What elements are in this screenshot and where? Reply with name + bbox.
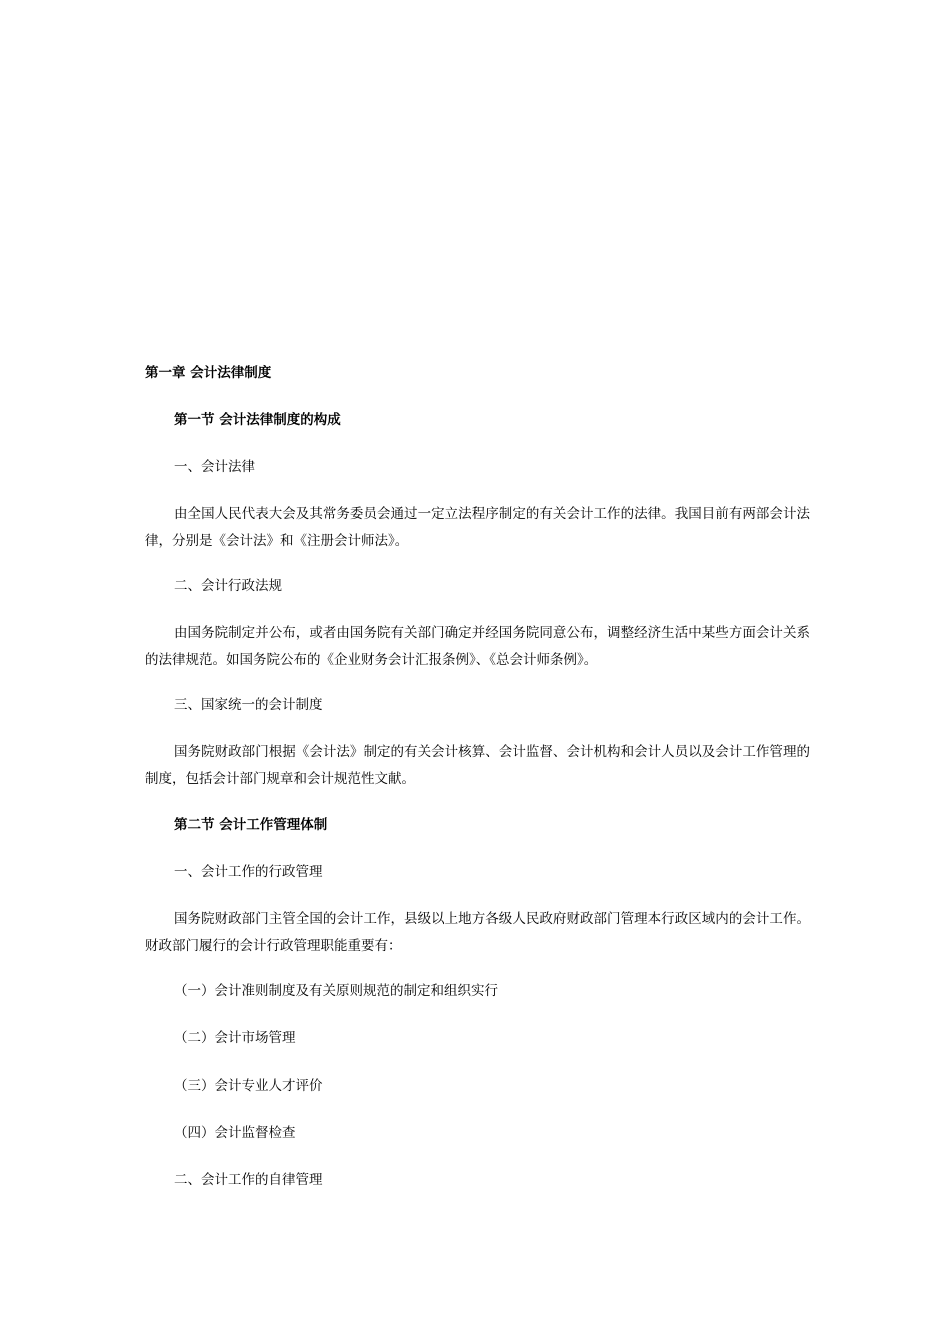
- section-1-item-3-paragraph: 国务院财政部门根据《会计法》制定的有关会计核算、会计监督、会计机构和会计人员以及会计工作管理的制度，包括会计部门规章和会计规范性文献。: [145, 744, 810, 787]
- section-1-item-3-heading: 三、国家统一的会计制度: [174, 697, 323, 713]
- section-1-item-2-heading: 二、会计行政法规: [174, 578, 282, 594]
- section-1-item-1-heading: 一、会计法律: [174, 459, 255, 475]
- section-2-sub-item-3: （三）会计专业人才评价: [174, 1078, 323, 1094]
- section-1-item-2-paragraph: 由国务院制定并公布，或者由国务院有关部门确定并经国务院同意公布，调整经济生活中某些方面会计关系的法律规范。如国务院公布的《企业财务会计汇报条例》、《总会计师条例》。: [145, 625, 810, 668]
- section-2-sub-item-1: （一）会计准则制度及有关原则规范的制定和组织实行: [174, 983, 498, 999]
- section-2-sub-item-2: （二）会计市场管理: [174, 1030, 296, 1046]
- section-2-title: 第二节 会计工作管理体制: [174, 817, 328, 833]
- section-1-title: 第一节 会计法律制度的构成: [174, 412, 341, 428]
- section-2-item-2-heading: 二、会计工作的自律管理: [174, 1172, 323, 1188]
- chapter-title: 第一章 会计法律制度: [145, 365, 272, 381]
- section-2-sub-item-4: （四）会计监督检查: [174, 1125, 296, 1141]
- section-1-item-1-paragraph: 由全国人民代表大会及其常务委员会通过一定立法程序制定的有关会计工作的法律。我国目前有两部会计法律，分别是《会计法》和《注册会计师法》。: [145, 506, 810, 549]
- section-2-item-1-paragraph: 国务院财政部门主管全国的会计工作，县级以上地方各级人民政府财政部门管理本行政区域内的会计工作。财政部门履行的会计行政管理职能重要有：: [145, 911, 810, 954]
- section-2-item-1-heading: 一、会计工作的行政管理: [174, 864, 323, 880]
